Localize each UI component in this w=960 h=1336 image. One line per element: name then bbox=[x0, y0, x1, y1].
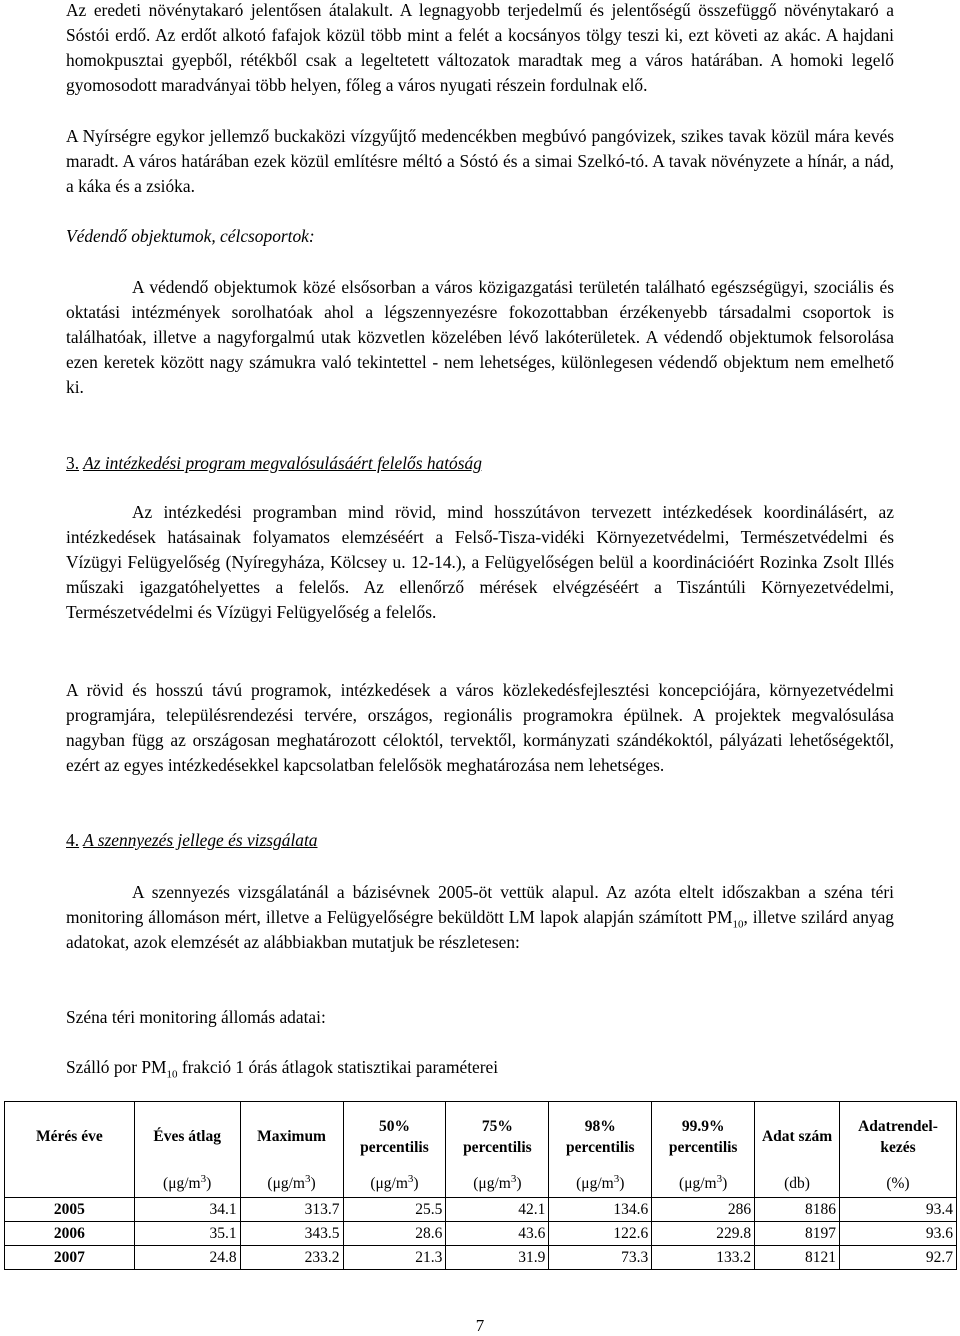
cell-year: 2007 bbox=[5, 1246, 135, 1270]
section-3-heading bbox=[66, 451, 482, 476]
cell-year: 2006 bbox=[5, 1222, 135, 1246]
unit-cell: $(\mu g/m^3)$ bbox=[446, 1171, 549, 1198]
cell-value: 313.7 bbox=[240, 1198, 343, 1222]
unit-cell: $(\mu g/m^3)$ bbox=[549, 1171, 652, 1198]
table-row bbox=[5, 1222, 957, 1246]
cell-value: 25.5 bbox=[343, 1198, 446, 1222]
unit-db: (db) bbox=[755, 1171, 840, 1198]
table-row bbox=[5, 1246, 957, 1270]
intro-paragraph-2: A Nyírségre egykor jellemző buckaközi vízgyűjtő medencékben megbúvó pangóvizek, szikes tavak közül mára kevés maradt. A város határában ezek közül említésre méltó a Sóstó és a simai Szelkó-tó. A tavak növényzete a hínár, a nád, a káka és a zsióka. bbox=[66, 126, 894, 196]
cell-value: 35.1 bbox=[134, 1222, 240, 1246]
cell-value: 43.6 bbox=[446, 1222, 549, 1246]
unit-percent: (%) bbox=[839, 1171, 956, 1198]
cell-value: 93.4 bbox=[839, 1198, 956, 1222]
unit-cell: $(\mu g/m^3)$ bbox=[343, 1171, 446, 1198]
header-p50: 50% percentilis bbox=[343, 1102, 446, 1172]
header-maximum: Maximum bbox=[240, 1102, 343, 1172]
unit-empty bbox=[5, 1171, 135, 1198]
section-3-number: 3. bbox=[66, 453, 80, 473]
table-units-row bbox=[5, 1171, 957, 1198]
caption-subscript: 10 bbox=[166, 1068, 178, 1081]
cell-value: 31.9 bbox=[446, 1246, 549, 1270]
cell-value: 8186 bbox=[755, 1198, 840, 1222]
header-year: Mérés éve bbox=[5, 1102, 135, 1172]
section-4-title: A szennyezés jellege és vizsgálata bbox=[83, 830, 318, 850]
cell-value: 229.8 bbox=[652, 1222, 755, 1246]
protected-objects-heading: Védendő objektumok, célcsoportok: bbox=[66, 226, 315, 246]
cell-value: 8197 bbox=[755, 1222, 840, 1246]
section-4-paragraph bbox=[66, 880, 894, 955]
cell-value: 93.6 bbox=[839, 1222, 956, 1246]
header-data-count: Adat szám bbox=[755, 1102, 840, 1172]
section-4-text-a: A szennyezés vizsgálatánál a bázisévnek 2005-öt vettük alapul. Az azóta eltelt időszakban a széna téri monitoring állomáson mért, illetve a Felügyelőségre beküldött LM lapok alapján számított PM bbox=[66, 882, 894, 927]
table-row bbox=[5, 1198, 957, 1222]
cell-year: 2005 bbox=[5, 1198, 135, 1222]
unit-cell: $(\mu g/m^3)$ bbox=[652, 1171, 755, 1198]
caption-text-a: Szálló por PM bbox=[66, 1057, 167, 1077]
header-availability: Adatrendel-kezés bbox=[839, 1102, 956, 1172]
cell-value: 122.6 bbox=[549, 1222, 652, 1246]
cell-value: 286 bbox=[652, 1198, 755, 1222]
section-4-text-b: , illetve szilárd anyag adatokat, azok elemzését az alábbiakban mutatjuk be részletesen: bbox=[66, 907, 895, 952]
intro-paragraph-1: Az eredeti növénytakaró jelentősen átalakult. A legnagyobb terjedelmű és jelentőségű összefüggő növénytakaró a Sóstói erdő. Az erdőt alkotó fafajok közül több mint a felét a kocsányos tölgy teszi ki, ezt követi az akác. A hajdani homokpusztai gyepből, rétékből csak a legeltetett változatok maradtak meg a város határában. A homoki legelő gyomosodott maradványai több helyen, főleg a város nyugati részein fordulnak elő. bbox=[66, 0, 894, 95]
caption-text-b: frakció 1 órás átlagok statisztikai paraméterei bbox=[177, 1057, 499, 1077]
header-p75: 75% percentilis bbox=[446, 1102, 549, 1172]
cell-value: 42.1 bbox=[446, 1198, 549, 1222]
table-caption bbox=[66, 1055, 498, 1080]
section-4-heading bbox=[66, 828, 318, 853]
cell-value: 134.6 bbox=[549, 1198, 652, 1222]
station-title: Széna téri monitoring állomás adatai: bbox=[66, 1007, 326, 1027]
page-number: 7 bbox=[475, 1316, 485, 1335]
header-p999: 99.9% percentilis bbox=[652, 1102, 755, 1172]
cell-value: 28.6 bbox=[343, 1222, 446, 1246]
cell-value: 73.3 bbox=[549, 1246, 652, 1270]
cell-value: 24.8 bbox=[134, 1246, 240, 1270]
cell-value: 34.1 bbox=[134, 1198, 240, 1222]
unit-cell: $(\mu g/m^3)$ bbox=[134, 1171, 240, 1198]
pm10-statistics-table bbox=[4, 1101, 957, 1270]
protected-objects-paragraph: A védendő objektumok közé elsősorban a város közigazgatási területén található egészségügyi, szociális és oktatási intézmények sorolhatóak ahol a légszennyezésre fokozottabban érzékenyebb társadalmi csoportok is találhatóak, illetve a nagyforgalmú utak közvetlen közelében lévő lakóterületek. A védendő objektumok felsorolása ezen keretek között nagy számukra való tekintettel - nem lehetséges, különlegesen védendő objektum nem emelhető ki. bbox=[66, 277, 894, 397]
section-4-number: 4. bbox=[66, 830, 80, 850]
table-header-row bbox=[5, 1102, 957, 1172]
cell-value: 8121 bbox=[755, 1246, 840, 1270]
cell-value: 92.7 bbox=[839, 1246, 956, 1270]
header-p98: 98% percentilis bbox=[549, 1102, 652, 1172]
cell-value: 133.2 bbox=[652, 1246, 755, 1270]
cell-value: 21.3 bbox=[343, 1246, 446, 1270]
section-3-paragraph-1: Az intézkedési programban mind rövid, mind hosszútávon tervezett intézkedések koordinálásért, az intézkedések hatásainak folyamatos elemzéséért a Felső-Tisza-vidéki Környezetvédelmi, Természetvédelmi és Vízügyi Felügyelőség (Nyíregyháza, Kölcsey u. 12-14.), a Felügyelőségen belül a koordinációért Rozinka Zsolt Illés műszaki igazgatóhelyettes a felelős. Az ellenőrző mérések elvégzéséért a Tiszántúli Környezetvédelmi, Természetvédelmi és Vízügyi Felügyelőség a felelős. bbox=[66, 502, 894, 622]
section-3-title: Az intézkedési program megvalósulásáért felelős hatóság bbox=[83, 453, 482, 473]
unit-cell: $(\mu g/m^3)$ bbox=[240, 1171, 343, 1198]
section-3-paragraph-2: A rövid és hosszú távú programok, intézkedések a város közlekedésfejlesztési koncepciójára, környezetvédelmi programjára, településrendezési tervére, országos, regionális programokra épülnek. A projektek megvalósulása nagyban függ az országosan meghatározott céloktól, tervektől, kormányzati szándékoktól, pályázati lehetőségektől, ezért az egyes intézkedésekkel kapcsolatban felelősök meghatározása nem lehetséges. bbox=[66, 680, 894, 775]
cell-value: 233.2 bbox=[240, 1246, 343, 1270]
header-annual-mean: Éves átlag bbox=[134, 1102, 240, 1172]
cell-value: 343.5 bbox=[240, 1222, 343, 1246]
pm10-subscript: 10 bbox=[732, 918, 744, 931]
